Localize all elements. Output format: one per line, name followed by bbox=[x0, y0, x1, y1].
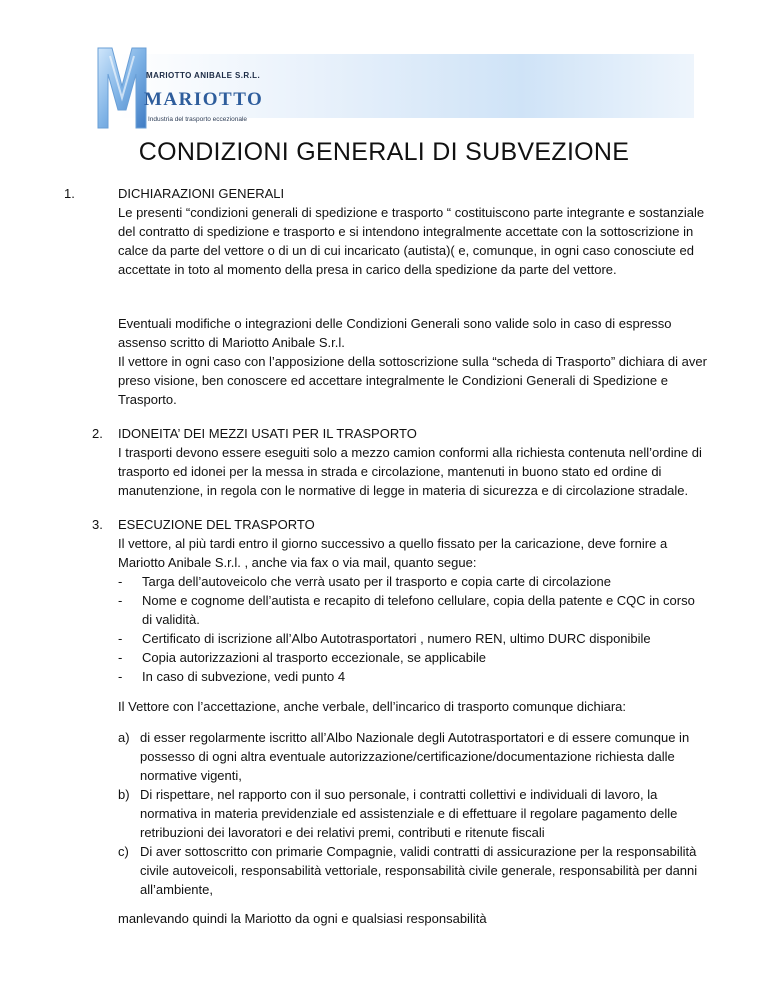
list-item-text: Certificato di iscrizione all’Albo Autotrasportatori , numero REN, ultimo DURC disponibile bbox=[142, 631, 651, 646]
lettered-item-text: di esser regolarmente iscritto all’Albo Nazionale degli Autotrasportatori e di essere comunque in possesso di ogni altra eventuale autorizzazione/certificazione/documentazione richiesta dalle normative vigenti, bbox=[140, 730, 690, 783]
section-1-paragraph-1: Le presenti “condizioni generali di spedizione e trasporto “ costituiscono parte integrante e sostanziale del contratto di spedizione e trasporto e si intendono integralmente accettate con la sottoscrizione in calce da parte del vettore o di un di cui incaricato (autista)( e, comunque, in ogni caso conosciute ed accettate in toto al momento della presa in carico della spedizione da parte del vettore. bbox=[118, 205, 705, 277]
lettered-item-text: Di rispettare, nel rapporto con il suo personale, i contratti collettivi e individuali di lavoro, la normativa in materia previdenziale ed assistenziale e di effettuare il regolare pagamento delle retribuzioni dei lavoratori e dei relativi premi, contributi e ritenute fiscali bbox=[140, 787, 678, 840]
list-dash: - bbox=[118, 574, 123, 589]
lettered-marker: a) bbox=[118, 730, 130, 745]
lettered-marker: b) bbox=[118, 787, 130, 802]
company-name-small: MARIOTTO ANIBALE S.R.L. bbox=[146, 71, 261, 80]
section-3-number: 3. bbox=[92, 517, 103, 532]
lettered-item-text: Di aver sottoscritto con primarie Compagnie, validi contratti di assicurazione per la responsabilità civile autoveicoli, responsabilità vettoriale, responsabilità civile generale, responsabilità per danni all’ambiente, bbox=[140, 844, 698, 897]
section-2-paragraph: I trasporti devono essere eseguiti solo a mezzo camion conformi alla richiesta contenuta nell’ordine di trasporto ed idonei per la messa in strada e circolazione, mantenuti in buono stato ed ordine di manutenzione, in regola con le normative di legge in materia di sicurezza e di circolazione stradale. bbox=[118, 445, 702, 498]
list-dash: - bbox=[118, 650, 123, 665]
lettered-marker: c) bbox=[118, 844, 129, 859]
list-dash: - bbox=[118, 593, 123, 608]
brand-tagline: Industria del trasporto eccezionale bbox=[148, 116, 248, 123]
section-2-number: 2. bbox=[92, 426, 103, 441]
section-3-paragraph: Il vettore, al più tardi entro il giorno successivo a quello fissato per la caricazione, deve fornire a Mariotto Anibale S.r.l. , anche via fax o via mail, quanto segue: bbox=[118, 536, 668, 570]
section-3-declaration-intro: Il Vettore con l’accettazione, anche verbale, dell’incarico di trasporto comunque dichiara: bbox=[118, 699, 627, 714]
list-item-text: Targa dell’autoveicolo che verrà usato per il trasporto e copia carte di circolazione bbox=[142, 574, 611, 589]
section-1-number: 1. bbox=[64, 186, 75, 201]
list-item-text: In caso di subvezione, vedi punto 4 bbox=[142, 669, 346, 684]
list-item-text: Nome e cognome dell’autista e recapito di telefono cellulare, copia della patente e CQC in corso di validità. bbox=[142, 593, 695, 627]
section-1-paragraph-3: Il vettore in ogni caso con l’apposizione della sottoscrizione sulla “scheda di Trasporto” dichiara di aver preso visione, ben conoscere ed accettare integralmente le Condizioni Generali di Spedizione e Trasporto. bbox=[118, 354, 707, 407]
section-3-heading: ESECUZIONE DEL TRASPORTO bbox=[118, 517, 315, 532]
section-1-paragraph-2: Eventuali modifiche o integrazioni delle Condizioni Generali sono valide solo in caso di espresso assenso scritto di Mariotto Anibale S.r.l. bbox=[118, 316, 672, 350]
company-header bbox=[96, 42, 694, 130]
section-2-heading: IDONEITA’ DEI MEZZI USATI PER IL TRASPORTO bbox=[118, 426, 417, 441]
list-item-text: Copia autorizzazioni al trasporto eccezionale, se applicabile bbox=[142, 650, 486, 665]
section-3-closing: manlevando quindi la Mariotto da ogni e qualsiasi responsabilità bbox=[118, 911, 487, 926]
list-dash: - bbox=[118, 669, 123, 684]
section-1-heading: DICHIARAZIONI GENERALI bbox=[118, 186, 285, 201]
document-title: CONDIZIONI GENERALI DI SUBVEZIONE bbox=[138, 138, 630, 166]
list-dash: - bbox=[118, 631, 123, 646]
brand-name: MARIOTTO bbox=[144, 89, 264, 110]
company-logo-mark bbox=[96, 46, 148, 130]
